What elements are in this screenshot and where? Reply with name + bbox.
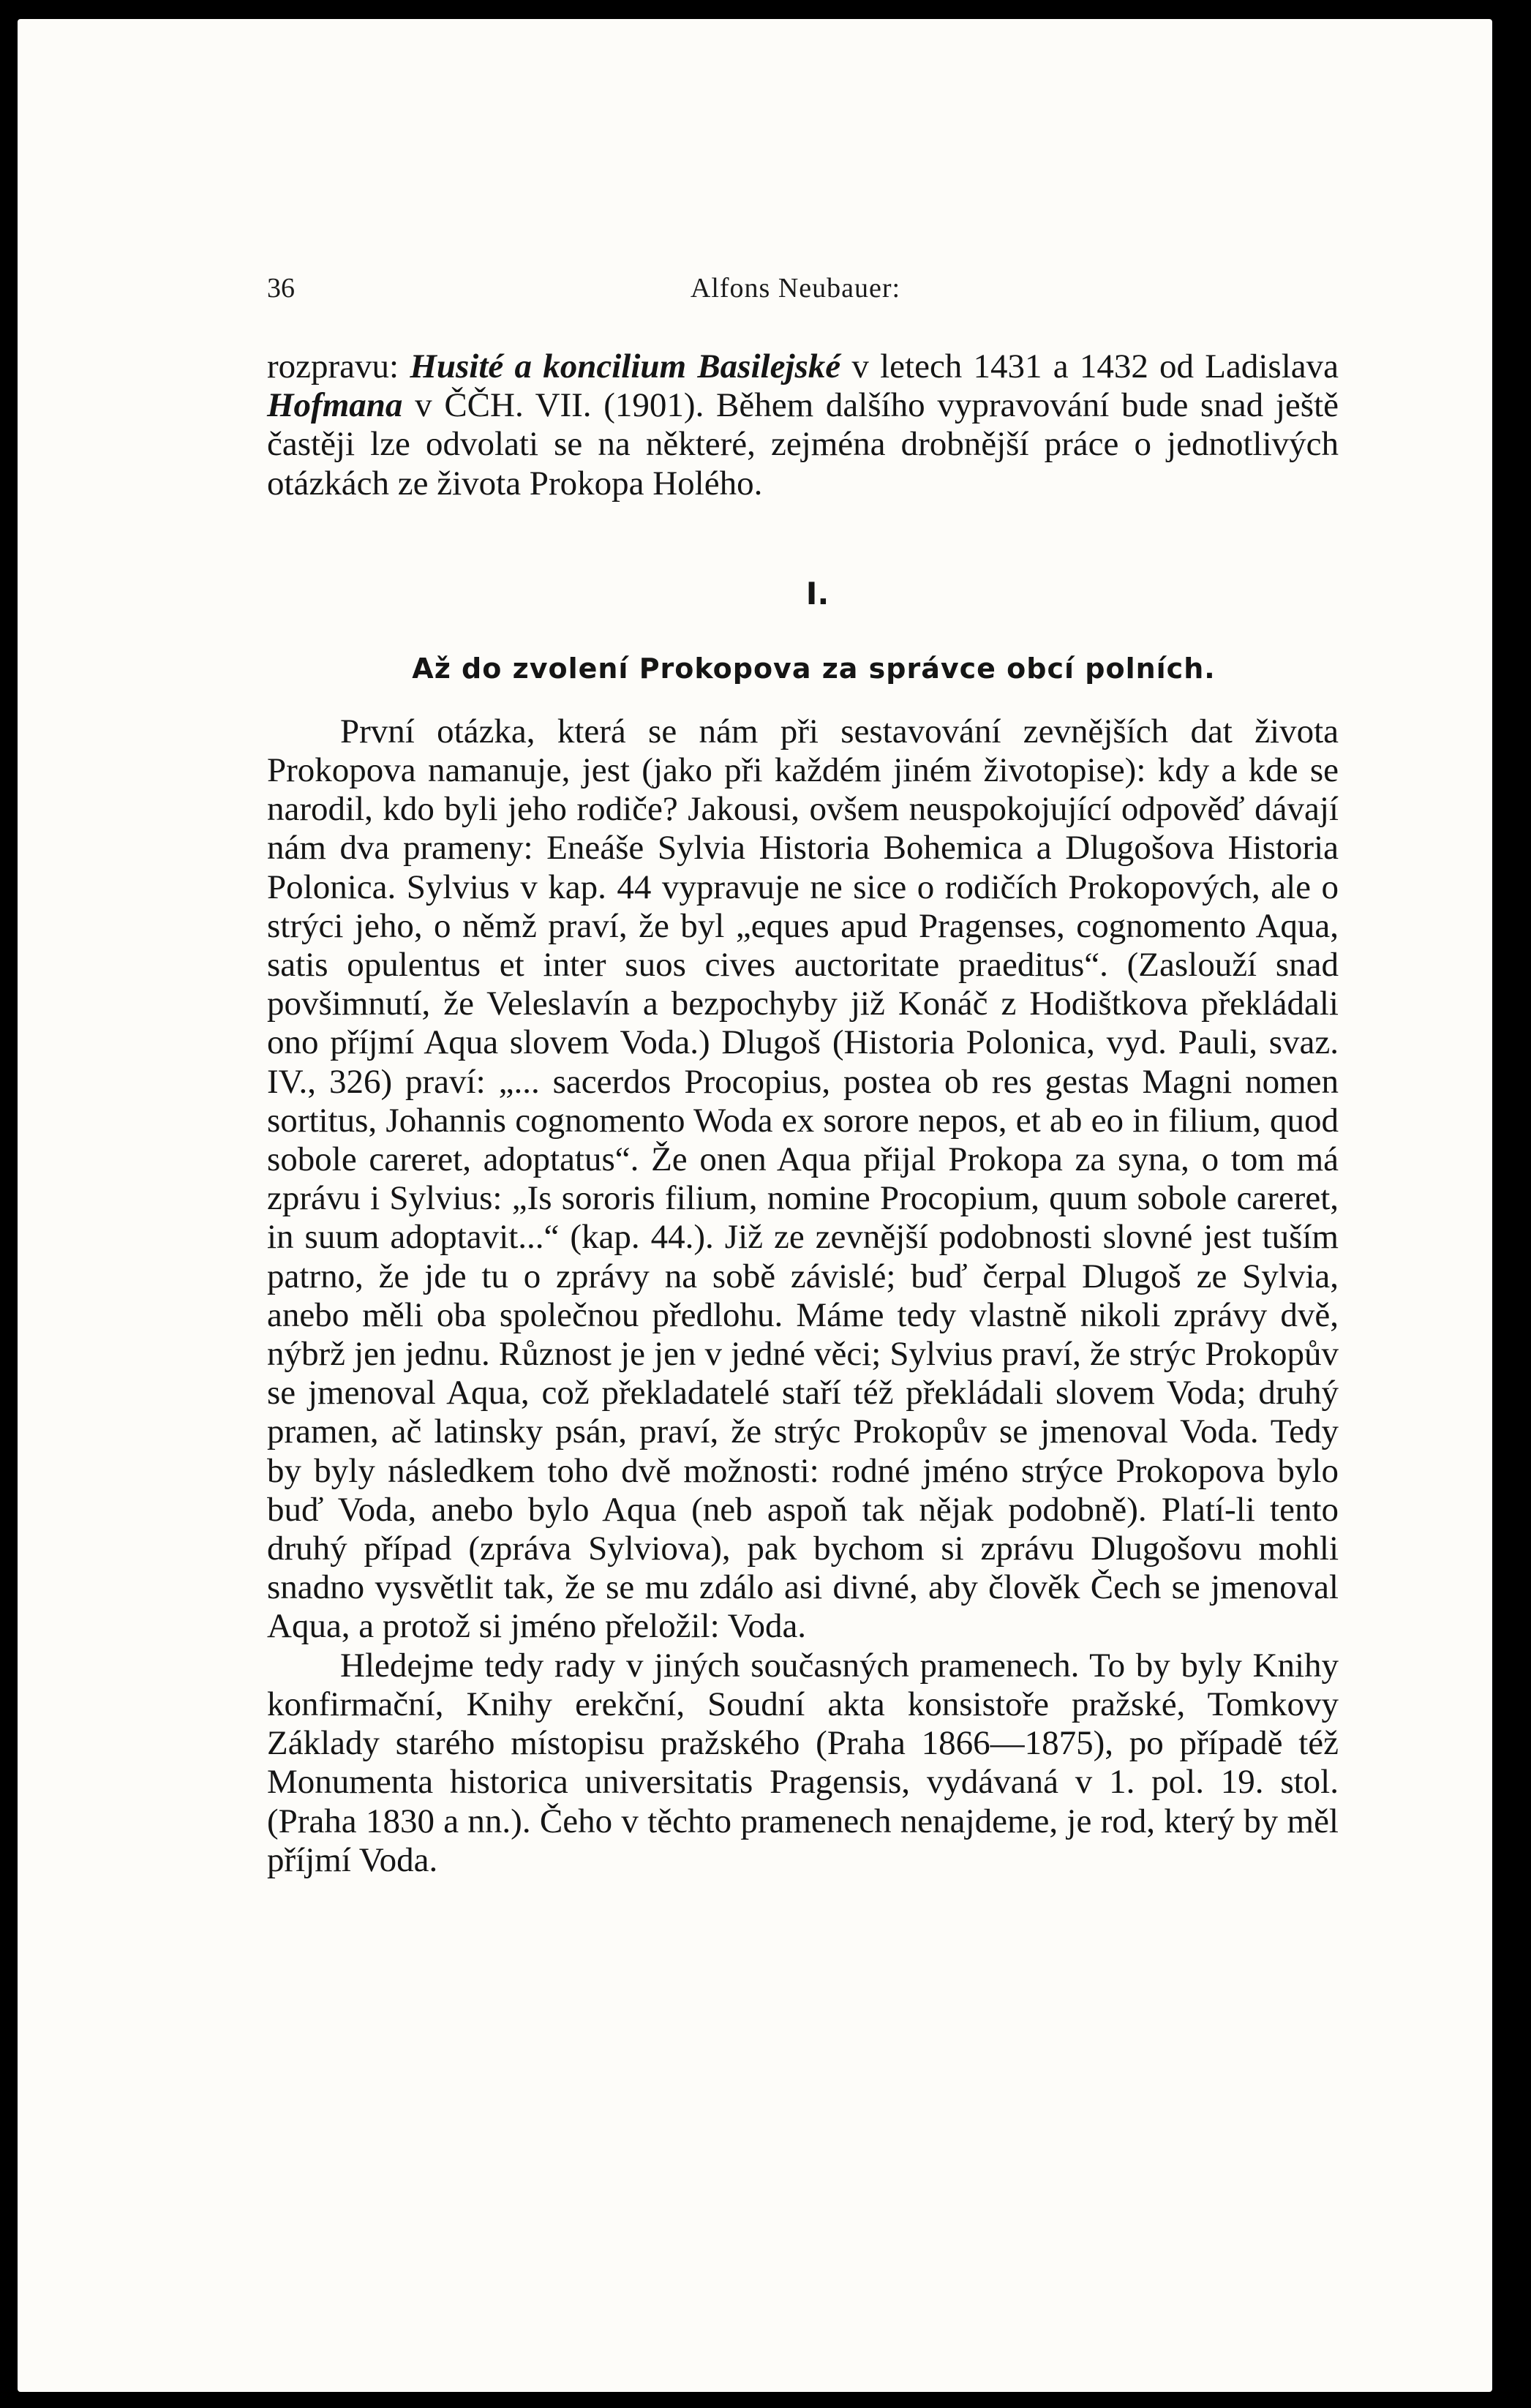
cited-title: Husité a koncilium Basilejské (410, 347, 841, 385)
running-head: Alfons Neubauer: (690, 273, 901, 304)
section-title: Až do zvolení Prokopova za správce obcí polních. (412, 652, 1216, 685)
page-header (267, 272, 1324, 309)
intro-paragraph (267, 347, 1339, 503)
section-number: I. (805, 575, 830, 612)
cited-author: Hofmana (267, 386, 403, 425)
body-text (267, 347, 1339, 1880)
paragraph: Hledejme tedy rady v jiných současných pramenech. To by byly Knihy konfirmační, Knihy erekční, Soudní akta konsistoře pražské, Tomkovy Základy starého místopisu pražského (Praha 1866—1875), po případě též Monumenta historica universitatis Pragensis, vydávaná v 1. pol. 19. stol. (Praha 1830 a nn.). Čeho v těchto pramenech nenajdeme, je rod, který by měl příjmí Voda. (267, 1646, 1339, 1879)
paragraph: První otázka, která se nám při sestavování zevnějších dat života Prokopova namanuje, jest (jako při každém jiném životopise): kdy a kde se narodil, kdo byli jeho rodiče? Jakousi, ovšem neuspokojující odpověď dávají nám dva prameny: Eneáše Sylvia Historia Bohemica a Dlugošova Historia Polonica. Sylvius v kap. 44 vypravuje ne sice o rodičích Prokopových, ale o strýci jeho, o němž praví, že byl „eques apud Pragenses, cognomento Aqua, satis opulentus et inter suos cives auctoritate praeditus“. (Zaslouží snad povšimnutí, že Veleslavín a bezpochyby již Konáč z Hodištkova překládali ono příjmí Aqua slovem Voda.) Dlugoš (Historia Polonica, vyd. Pauli, svaz. IV., 326) praví: „... sacerdos Procopius, postea ob res gestas Magni nomen sortitus, Johannis cognomento Woda ex sorore nepos, et ab eo in filium, quod sobole careret, adoptatus“. Že onen Aqua přijal Prokopa za syna, o tom má zprávu i Sylvius: „Is sororis filium, nomine Procopium, quum sobole careret, in suum adoptavit...“ (kap. 44.). Již ze zevnější podobnosti slovné jest tuším patrno, že jde tu o zprávy na sobě závislé; buď čerpal Dlugoš ze Sylvia, anebo měli oba společnou předlohu. Máme tedy vlastně nikoli zprávy dvě, nýbrž jen jednu. Různost je jen v jedné věci; Sylvius praví, že strýc Prokopův se jmenoval Aqua, což překladatelé staří též překládali slovem Voda; druhý pramen, ač latinsky psán, praví, že strýc Prokopův se jmenoval Voda. Tedy by byly následkem toho dvě možnosti: rodné jméno strýce Prokopova bylo buď Voda, anebo bylo Aqua (neb aspoň tak nějak podobně). Platí-li tento druhý případ (zpráva Sylviova), pak bychom si zprávu Dlugošovu mohli snadno vysvětlit tak, že se mu zdálo asi divné, aby člověk Čech se jmenoval Aqua, a protož si jméno přeložil: Voda. (267, 712, 1339, 1646)
intro-text-end: v ČČH. VII. (1901). Během dalšího vypravování bude snad ještě častěji lze odvolati se na některé, zejména drobnější práce o jednotlivých otázkách ze života Prokopa Holého. (267, 386, 1339, 503)
intro-text-mid: v letech 1431 a 1432 od Ladislava (840, 347, 1339, 385)
page-number: 36 (267, 273, 295, 304)
intro-text-start: rozpravu: (267, 347, 410, 385)
